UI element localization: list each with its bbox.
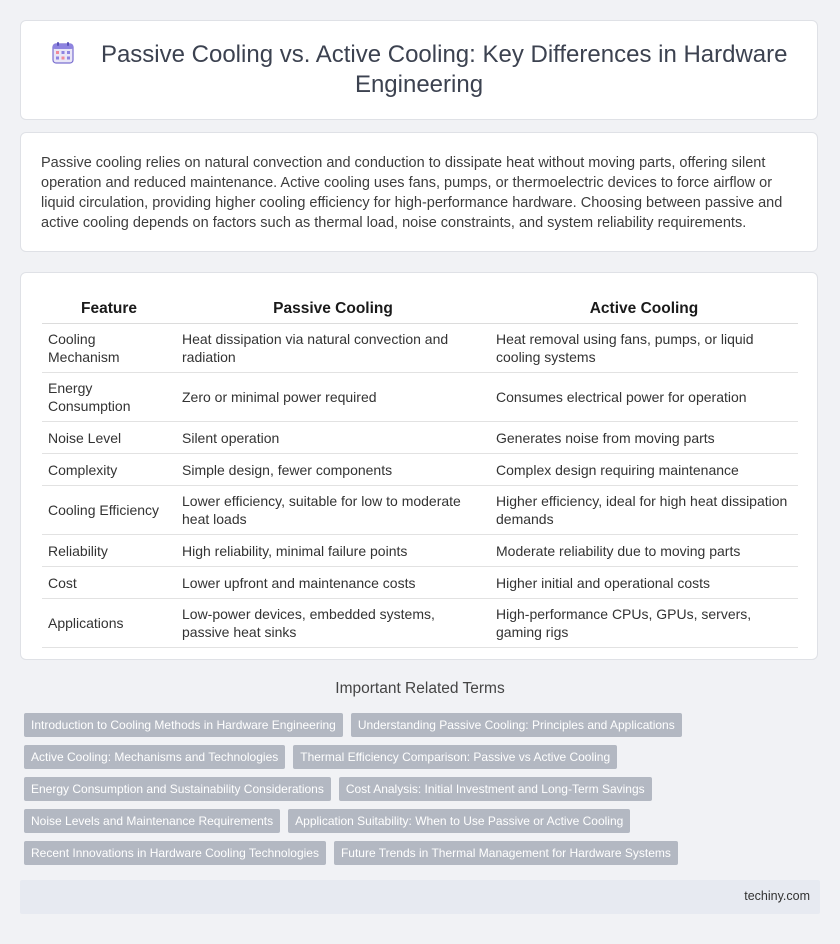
active-cell: Heat removal using fans, pumps, or liquid cooling systems [490,324,798,373]
calendar-grid-icon [51,41,75,70]
tag-row [24,745,824,769]
related-term-tag[interactable]: Cost Analysis: Initial Investment and Long-Term Savings [339,777,652,801]
active-cell: Moderate reliability due to moving parts [490,535,798,567]
active-cell: Generates noise from moving parts [490,422,798,454]
header-active: Active Cooling [490,295,798,324]
tag-row [24,809,824,833]
passive-cell: Lower upfront and maintenance costs [176,567,490,599]
feature-cell: Energy Consumption [42,373,176,422]
header-card [20,20,818,120]
comparison-card [20,272,818,660]
feature-cell: Complexity [42,454,176,486]
tag-row [24,777,824,801]
header-feature: Feature [42,295,176,324]
table-row [42,486,798,535]
related-term-tag[interactable]: Active Cooling: Mechanisms and Technologies [24,745,285,769]
feature-cell: Cooling Mechanism [42,324,176,373]
title-wrap [49,40,789,100]
related-term-tag[interactable]: Introduction to Cooling Methods in Hardware Engineering [24,713,343,737]
active-cell: Complex design requiring maintenance [490,454,798,486]
active-cell: Higher efficiency, ideal for high heat dissipation demands [490,486,798,535]
passive-cell: Silent operation [176,422,490,454]
footer [20,880,820,914]
related-term-tag[interactable]: Noise Levels and Maintenance Requirements [24,809,280,833]
table-row [42,373,798,422]
active-cell: Consumes electrical power for operation [490,373,798,422]
passive-cell: Simple design, fewer components [176,454,490,486]
passive-cell: Zero or minimal power required [176,373,490,422]
comparison-table [42,295,798,648]
tag-row [24,713,824,737]
passive-cell: High reliability, minimal failure points [176,535,490,567]
site-name[interactable]: techiny.com [744,889,810,903]
table-row [42,324,798,373]
feature-cell: Reliability [42,535,176,567]
table-row [42,599,798,648]
passive-cell: Low-power devices, embedded systems, passive heat sinks [176,599,490,648]
table-row [42,567,798,599]
page-title: Passive Cooling vs. Active Cooling: Key Differences in Hardware Engineering [100,41,788,98]
related-term-tag[interactable]: Energy Consumption and Sustainability Considerations [24,777,331,801]
table-header-row [42,295,798,324]
feature-cell: Cost [42,567,176,599]
related-term-tag[interactable]: Understanding Passive Cooling: Principles and Applications [351,713,682,737]
passive-cell: Heat dissipation via natural convection and radiation [176,324,490,373]
feature-cell: Applications [42,599,176,648]
active-cell: Higher initial and operational costs [490,567,798,599]
table-row [42,454,798,486]
header-passive: Passive Cooling [176,295,490,324]
table-row [42,422,798,454]
intro-text: Passive cooling relies on natural convection and conduction to dissipate heat without moving parts, offering silent operation and reduced maintenance. Active cooling uses fans, pumps, or thermoelectric devices to force airflow or liquid circulation, providing higher cooling efficiency for high-performance hardware. Choosing between passive and active cooling depends on factors such as thermal load, noise constraints, and system reliability requirements. [41,155,783,231]
active-cell: High-performance CPUs, GPUs, servers, gaming rigs [490,599,798,648]
passive-cell: Lower efficiency, suitable for low to moderate heat loads [176,486,490,535]
related-term-tag[interactable]: Recent Innovations in Hardware Cooling Technologies [24,841,326,865]
feature-cell: Noise Level [42,422,176,454]
related-term-tag[interactable]: Future Trends in Thermal Management for Hardware Systems [334,841,678,865]
tag-row [24,841,824,865]
related-term-tag[interactable]: Thermal Efficiency Comparison: Passive vs Active Cooling [293,745,617,769]
table-row [42,535,798,567]
feature-cell: Cooling Efficiency [42,486,176,535]
intro-card [20,132,818,252]
related-terms-title: Important Related Terms [335,680,505,697]
related-terms-list [24,713,824,873]
related-term-tag[interactable]: Application Suitability: When to Use Passive or Active Cooling [288,809,630,833]
